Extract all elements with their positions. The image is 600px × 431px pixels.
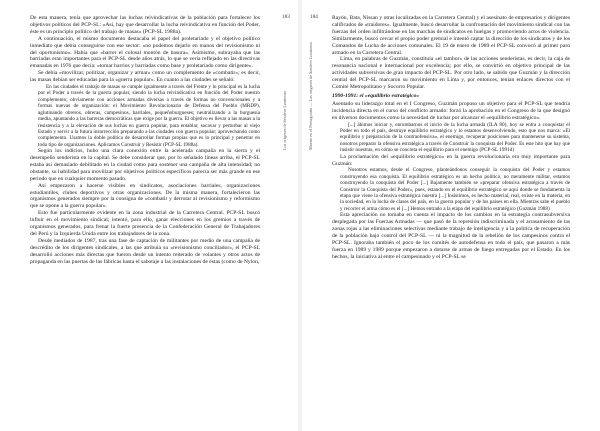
paragraph: Rayón, Bata, Nissan y otras localizadas en la Carretera Central) y el asesinato de empresarios y dirigentes calificados de «traidores». Igualmente, buscó desarrollar la confrontación del movimiento sindical con las fuerzas del orden infiltrándose en las marchas de sindicatos en huelgas y promoviendo actos de violencia. Similarmente, buscó cercar el propio poder gremial e intentó captar la dirección de los sindicatos y de los Comandos de Lucha de acciones comunales. El 19 de enero de 1989 el PCP-SL convocó al primer paro armado en la Carretera Central. xyxy=(332,15,570,56)
paragraph: La proclamación del «equilibrio estratégico» en la guerra revolucionaria era muy importante para Guzmán: xyxy=(332,153,570,167)
paragraph: Asentado su liderazgo total en el I Congreso, Guzmán propuso un objetivo para el PCP-SL que tendría incidencia directa en el curso del conflicto armado: forzó la aprobación en el Congreso de la que designó en diversos documentos como la necesidad de luchar por alcanzar el «equilibrio estratégico». xyxy=(332,100,570,121)
section-heading: 1990-1991: el «equilibrio estratégico» xyxy=(332,92,420,99)
paragraph: De esta manera, tenía que aprovechar las luchas reivindicativas de la población para fortalecer los objetivos políticos del PCP-SL: «Así, hay que desarrollar la lucha reivindicativa en función del Poder, éste es un principio político del trabajo de masas» (PCP-SL 1988a). xyxy=(30,15,260,35)
paragraph: Esta apreciación no tomaba en cuenta el impacto de los cambios en la estrategia contrasubversiva desplegada por las Fuerzas Armadas — que pasó de la represión indiscriminada y el arrasamiento de las zonas rojas a las eliminaciones selectivas mediante trabajo de inteligencia y a la política de recuperación de la población bajo control del PCP-SL — ni la magnitud de la rebelión de los campesinos contra el PCP-SL. Ignoraba también el poco de los comités de autodefensa en todo el país, que pasaron a más fuerza en 1989 y 1989 porque empezaron a dotarse de armas de fuego entregadas por el Estado. En los hechos, la iniciativa al entre el campesinado y el PCP-SL se xyxy=(332,212,570,260)
paragraph: Lima, en palabras de Guzmán, constituía «el tambor» de las acciones senderistas, es decir, la caja de resonancia nacional e internacional por excelencia; por ello, se convirtió en objetivo principal de las actividades subversivas de gran impacto del PCP-SL. Por otro lado, se sabido que Guzmán y la dirección central del PCP-SL marcaron su movimiento en Lima y, por entonces, tenían enlaces directos con el Comité Metropolitano y Socorro Popular. xyxy=(332,56,570,91)
left-page xyxy=(0,0,298,431)
paragraph: Según los indicios, hubo una clara conexión entre la acelerada campaña en la sierra y el desempeño senderista en la capital. Se debe considerar que, por lo señalado líneas arriba, el PCP-SL estaba así demasiado debilitado en la ciudad como para sostener una campaña de alta intensidad; no obstante, su habilidad para movilizar por objetivos políticos específicos parecía ser más grande en ese periodo que en cualquier momento pasado. xyxy=(30,148,260,182)
paragraph: Así empezaron a hacerse visibles en sindicatos, asociaciones barriales, organizaciones estudiantiles, clubes deportivos y otras organizaciones. De la misma manera, fortalecieron las organismos generados siempre por la consigna de «combatir y derrotar al revisionismo y reformismo que se opone a la guerra popular». xyxy=(30,182,260,210)
paragraph: Esto fue particularmente evidente en la zona industrial de la Carretera Central. PCP-SL buscó influir en el movimiento sindical; intentó, para ello, ganar elecciones en los gremios a través de organismos generados, para frenar la fuerte presencia de la Confederación General de Trabajadores del Perú y la Izquierda Unida entre los trabajadores de la zona. xyxy=(30,210,260,237)
paragraph: Se debía «movilizar, politizar, organizar y armar» como un complemento de «combatir»; es decir, las masas debían ser educadas para la «guerra popular». En cuanto a las ciudades se señaló: xyxy=(30,70,260,84)
running-head: Muerte en el Pentagonito — Los orígenes de Sendero Luminoso xyxy=(308,42,313,150)
block-quote: [...] ábimos iniciar y, enrumbarnos el inicio de la lucha armada (ILA 80), hoy se entra a conquistar el Poder en todo el país, destruye equilibrio estratégico y lo estamos desenvolviendo, esto que nos marca: «El equilibrio y preparación de la contraofensiva», el enemigo, recuperar posiciones para mantenerse su sistema, nosotros preparar la ofensiva estratégica a través de Construir la conquista del Poder. Es este hito que hay que insistir nuestras, en cómo se concreta el equilibrio para el enemigo (PCP-SL 1991d) xyxy=(340,121,570,154)
right-page xyxy=(302,0,600,431)
page-number: 183 xyxy=(282,14,290,20)
text-column xyxy=(332,15,570,261)
block-quote: Nosotros estamos, desde el Congreso, planteándonos conseguir la conquista del Poder y estamos construyendo esa conquista. El equilibrio estratégico es un hecho político, no meramente militar, estamos construyendo la conquista del Poder [...] Bajamente también se «preparar ofensiva estratégica a través de Construir la Conquista del Poder», pues, estando en el equilibrio estratégico se aquí donde se fundamenta la etapa que viene la ofensiva estratégica nuestra [...] Insistimos, es hecho material, real, existe en la materia, en la sociedad, en la lucha de clases del país, en la guerra popular y de los países en ella. Mientras sabe el pueblo y recorrer el arma cómo es el [...] Hemos entrado a la etapa del equilibrio estratégico (Guzmán 1988) xyxy=(340,167,570,212)
text-column xyxy=(30,15,260,266)
block-quote: En las ciudades el trabajo de masas se cumple igualmente a través del Frente y lo principal es la lucha por el Poder a través de la guerra popular, siendo la lucha reivindicativa en función del Poder nuestro complemento; obviamente con acciones armadas diversas a través de formas no convencionales y a formas nuevas de organización: el Movimiento Revolucionario de Defensa del Pueblo (MRDP), aglutinando obreros, obreras, campesinos, barriales, pequeñoburgueses; neutralizando a la burguesía media, apuntando a las barreras democráticas que exige por la guerra. El objetivo es llevar a las masas a la resistencia y a la elevación de sus luchas en guerra popular, para entablar, socavar y perturbar al viejo Estado y servir a la futura insurrección preparando a las ciudades con guerra popular; aprovechando como complemento. Usamos la doble política de desarrollar formas propias que es lo principal y penetrar en todo tipo de organizaciones. Aplicamos Construir y Resistir (PCP-SL 1988a). xyxy=(38,84,260,148)
running-head: Los orígenes de Sendero Luminoso xyxy=(282,90,287,150)
paragraph: Desde mediados de 1987, tras una fase de captación de militantes por medio de una campaña de descrédito de los dirigentes sindicales, a las que atribuía su «revisionismo conciliador», el PCP-SL desarrolló acciones más directas que fueron desde un intento reiterado de volantes y otros actos de propaganda en las puertas de las fábricas hasta el sabotaje a las instalaciones de éstas (como de Nylon, xyxy=(30,237,260,265)
page-number: 184 xyxy=(310,14,318,20)
paragraph: A continuación, el mismo documento destacaba el papel del proletariado y el objetivo político inmediato que debía conseguirse con ese sector: «no podemos dejarlo en manos del revisionismo ni del oportunismo». Había que «barrer el colosal montón de basura». Asimismo, subrayaba que las barriadas eran importantes para el PCP-SL desde años atrás, lo que se vería reflejado en las directivas emanadas en 1976 que decía: «tomar barrios y barriadas como base y proletariado como dirigente». xyxy=(30,35,260,70)
